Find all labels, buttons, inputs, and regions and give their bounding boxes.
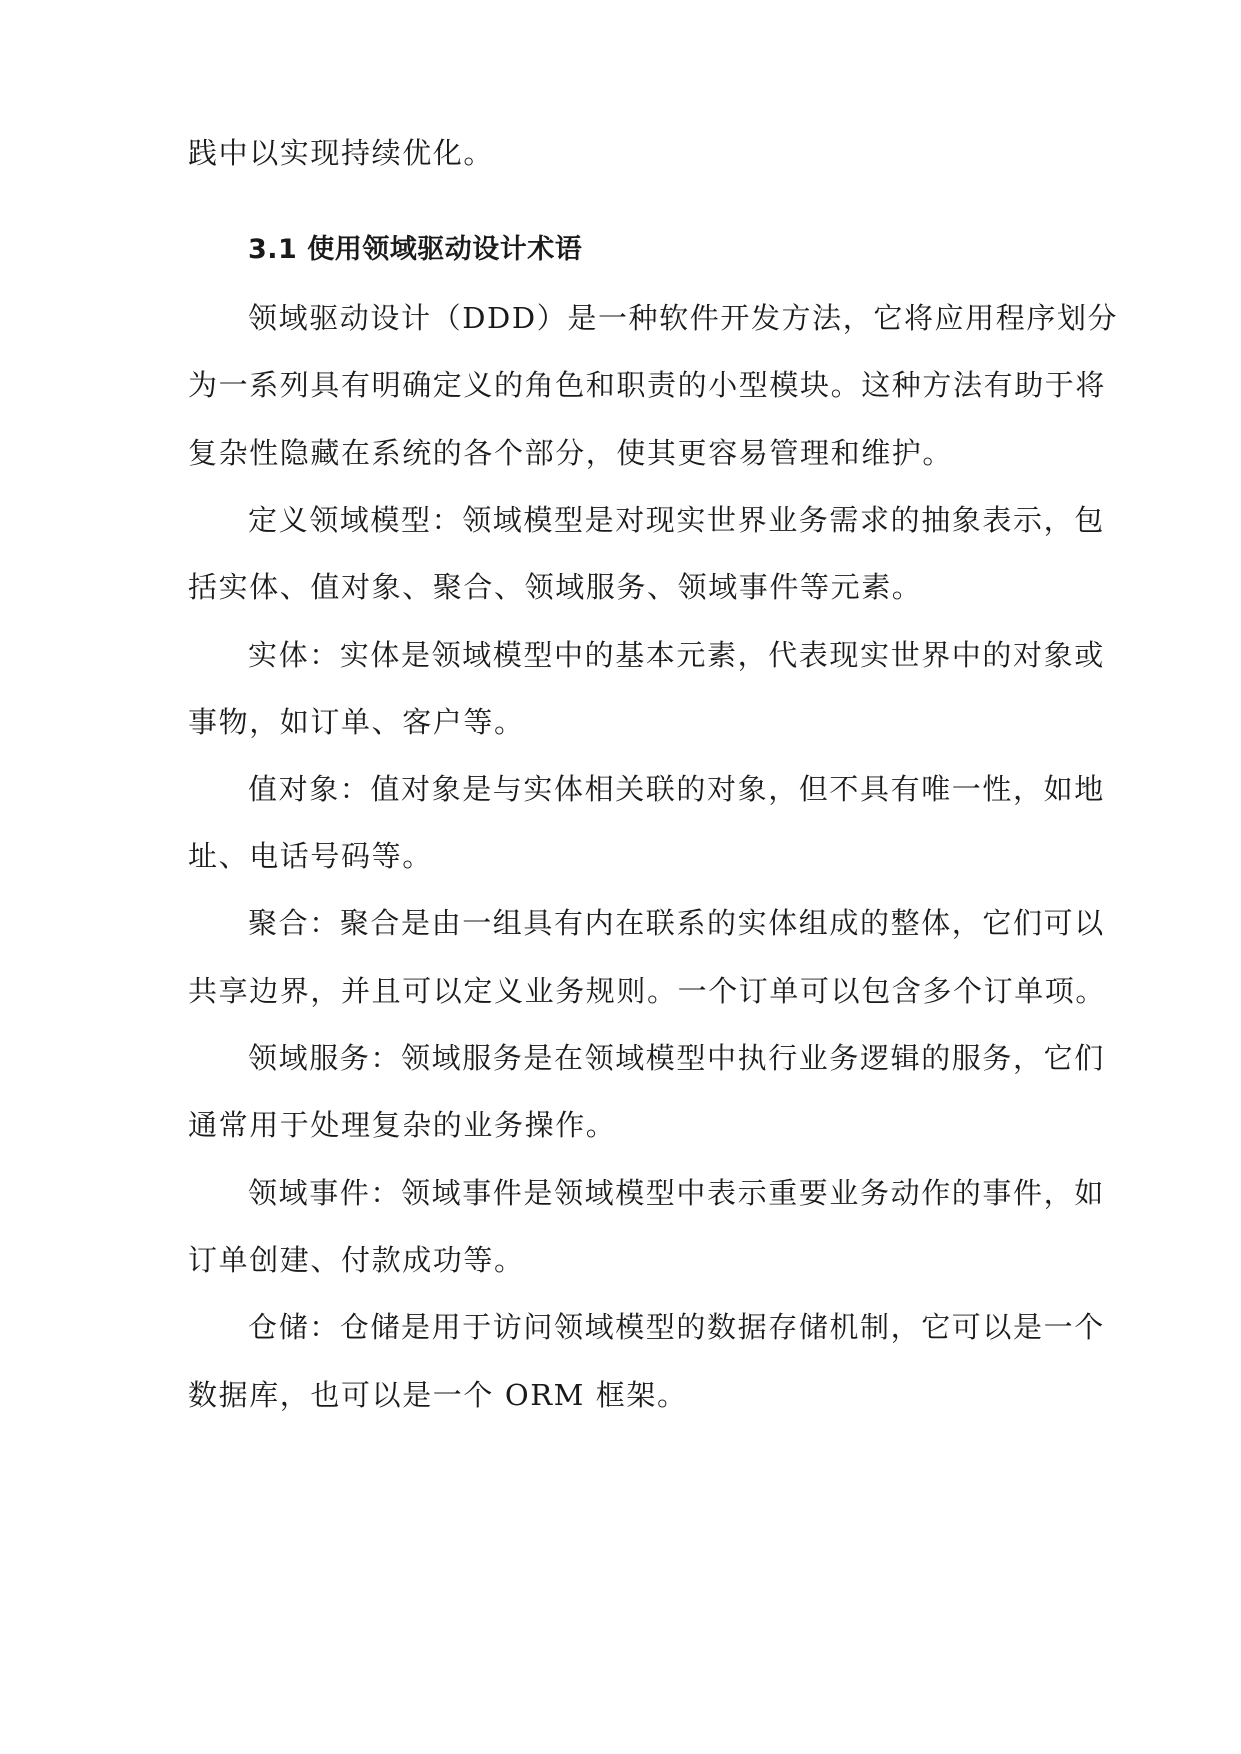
paragraph-line: 领域事件：领域事件是领域模型中表示重要业务动作的事件，如: [248, 1176, 1105, 1210]
paragraph-line: 领域服务：领域服务是在领域模型中执行业务逻辑的服务，它们: [248, 1041, 1105, 1075]
paragraph-line: 址、电话号码等。: [188, 839, 433, 873]
paragraph-line: 仓储：仓储是用于访问领域模型的数据存储机制，它可以是一个: [248, 1310, 1105, 1344]
paragraph-line: 通常用于处理复杂的业务操作。: [188, 1108, 617, 1142]
paragraph-line: 复杂性隐藏在系统的各个部分，使其更容易管理和维护。: [188, 436, 954, 470]
paragraph-line: 订单创建、付款成功等。: [188, 1243, 525, 1277]
paragraph-line: 事物，如订单、客户等。: [188, 705, 525, 739]
paragraph-line: 定义领域模型：领域模型是对现实世界业务需求的抽象表示，包: [248, 503, 1105, 537]
paragraph-line: 数据库，也可以是一个 ORM 框架。: [188, 1378, 688, 1412]
carryover-line: 践中以实现持续优化。: [188, 136, 495, 170]
paragraph-line: 括实体、值对象、聚合、领域服务、领域事件等元素。: [188, 570, 923, 604]
paragraph-line: 领域驱动设计（DDD）是一种软件开发方法，它将应用程序划分: [248, 301, 1119, 335]
paragraph-line: 值对象：值对象是与实体相关联的对象，但不具有唯一性，如地: [248, 772, 1105, 806]
paragraph-line: 共享边界，并且可以定义业务规则。一个订单可以包含多个订单项。: [188, 974, 1107, 1008]
paragraph-line: 为一系列具有明确定义的角色和职责的小型模块。这种方法有助于将: [188, 368, 1107, 402]
paragraph-line: 聚合：聚合是由一组具有内在联系的实体组成的整体，它们可以: [248, 906, 1105, 940]
paragraph-line: 实体：实体是领域模型中的基本元素，代表现实世界中的对象或: [248, 638, 1105, 672]
section-heading: 3.1 使用领域驱动设计术语: [248, 234, 583, 265]
